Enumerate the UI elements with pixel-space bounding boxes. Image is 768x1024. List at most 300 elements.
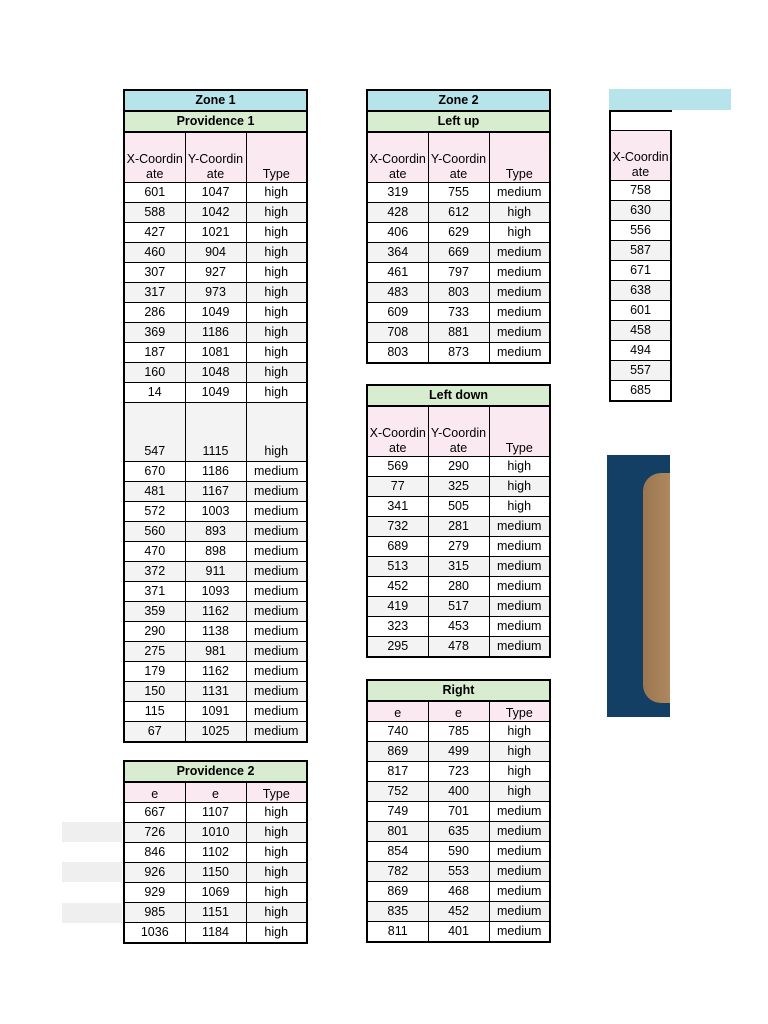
table-cell: 286 — [124, 303, 185, 323]
table-cell: medium — [246, 602, 307, 622]
table-cell: medium — [489, 597, 550, 617]
table-cell: 470 — [124, 542, 185, 562]
table-row — [124, 502, 307, 522]
table-cell: 752 — [367, 782, 428, 802]
table-row — [610, 221, 671, 241]
table-row — [124, 323, 307, 343]
table-cell: 911 — [185, 562, 246, 582]
table-row — [367, 517, 550, 537]
table-cell: high — [489, 722, 550, 742]
table-cell: high — [246, 863, 307, 883]
table-row — [610, 241, 671, 261]
table-row — [367, 323, 550, 343]
column-header: Type — [489, 406, 550, 457]
table-row — [367, 537, 550, 557]
table-cell: medium — [246, 502, 307, 522]
table-cell: 803 — [428, 283, 489, 303]
table-cell: high — [246, 923, 307, 944]
table-cell: medium — [246, 702, 307, 722]
table-cell: 315 — [428, 557, 489, 577]
table-cell: 985 — [124, 903, 185, 923]
gray-row-marker — [62, 903, 122, 923]
table-cell: high — [246, 323, 307, 343]
table-row — [124, 522, 307, 542]
table-row — [124, 582, 307, 602]
table-cell: 1186 — [185, 323, 246, 343]
table-row — [367, 183, 550, 203]
column-header: X-Coordinate — [610, 131, 671, 181]
table-cell: 785 — [428, 722, 489, 742]
zone2-right-table — [366, 679, 551, 943]
table-row — [124, 602, 307, 622]
table-cell: 873 — [428, 343, 489, 364]
table-row — [124, 803, 307, 823]
section-title: Left up — [367, 111, 550, 132]
table-cell: 290 — [124, 622, 185, 642]
table-cell: medium — [246, 622, 307, 642]
table-cell: medium — [489, 822, 550, 842]
table-cell: 1162 — [185, 662, 246, 682]
table-row — [124, 642, 307, 662]
zone1-providence2-table — [123, 760, 308, 944]
table-cell: medium — [246, 482, 307, 502]
table-cell: medium — [489, 617, 550, 637]
table-cell: 929 — [124, 883, 185, 903]
table-cell: 898 — [185, 542, 246, 562]
table-row — [367, 343, 550, 364]
table-cell: 1093 — [185, 582, 246, 602]
table-cell: 290 — [428, 457, 489, 477]
table-cell: high — [246, 343, 307, 363]
table-cell: medium — [489, 557, 550, 577]
table-cell: 1069 — [185, 883, 246, 903]
table-cell: high — [246, 383, 307, 403]
table-row — [367, 303, 550, 323]
table-cell: medium — [489, 183, 550, 203]
table-row — [124, 403, 307, 462]
table-cell: high — [246, 843, 307, 863]
table-cell: 115 — [124, 702, 185, 722]
table-row — [367, 882, 550, 902]
table-cell: 1131 — [185, 682, 246, 702]
table-cell: 319 — [367, 183, 428, 203]
table-row — [367, 243, 550, 263]
table-cell: 1091 — [185, 702, 246, 722]
table-cell: 453 — [428, 617, 489, 637]
table-cell: 400 — [428, 782, 489, 802]
table-cell: medium — [246, 682, 307, 702]
table-cell: 755 — [428, 183, 489, 203]
table-row — [124, 283, 307, 303]
column-header: Type — [489, 132, 550, 183]
table-cell: 556 — [610, 221, 671, 241]
table-row — [124, 203, 307, 223]
table-cell: 67 — [124, 722, 185, 743]
table-row — [610, 321, 671, 341]
table-cell: 927 — [185, 263, 246, 283]
table-cell: 590 — [428, 842, 489, 862]
table-cell: 893 — [185, 522, 246, 542]
table-cell: high — [489, 203, 550, 223]
table-row — [367, 782, 550, 802]
table-cell: medium — [489, 802, 550, 822]
column-header: X-Coordinate — [367, 406, 428, 457]
table-cell: 281 — [428, 517, 489, 537]
zone2-left-down-table — [366, 384, 551, 658]
table-cell: 452 — [367, 577, 428, 597]
table-cell: medium — [489, 243, 550, 263]
column-header: e — [185, 782, 246, 803]
table-cell: 1150 — [185, 863, 246, 883]
table-row — [610, 181, 671, 201]
table-cell: 369 — [124, 323, 185, 343]
table-row — [610, 301, 671, 321]
table-cell: 77 — [367, 477, 428, 497]
table-cell: medium — [246, 662, 307, 682]
table-cell: 701 — [428, 802, 489, 822]
table-cell: 1036 — [124, 923, 185, 944]
table-cell: medium — [489, 323, 550, 343]
table-cell: 1042 — [185, 203, 246, 223]
table-cell: 1186 — [185, 462, 246, 482]
wood-plank-image — [643, 473, 670, 703]
table-row — [367, 577, 550, 597]
table-row — [610, 381, 671, 402]
table-cell: 341 — [367, 497, 428, 517]
table-cell: high — [246, 363, 307, 383]
table-cell: 1049 — [185, 303, 246, 323]
table-cell: 179 — [124, 662, 185, 682]
table-cell: 569 — [367, 457, 428, 477]
table-row — [367, 223, 550, 243]
table-row — [367, 902, 550, 922]
table-cell: 427 — [124, 223, 185, 243]
zone1-providence1-table — [123, 89, 308, 743]
table-cell: medium — [489, 922, 550, 943]
table-cell: 458 — [610, 321, 671, 341]
table-cell: 1138 — [185, 622, 246, 642]
table-cell: 406 — [367, 223, 428, 243]
table-row — [124, 863, 307, 883]
table-cell: 803 — [367, 343, 428, 364]
table-cell: medium — [489, 303, 550, 323]
table-cell: 499 — [428, 742, 489, 762]
table-cell: 1107 — [185, 803, 246, 823]
table-cell: 1167 — [185, 482, 246, 502]
table-row — [367, 637, 550, 658]
table-cell: medium — [489, 902, 550, 922]
zone2-left-up-table — [366, 89, 551, 364]
table-cell: medium — [489, 882, 550, 902]
table-cell: high — [246, 203, 307, 223]
table-cell: high — [489, 223, 550, 243]
table-cell: medium — [489, 862, 550, 882]
table-row — [610, 281, 671, 301]
table-cell: 468 — [428, 882, 489, 902]
table-cell: high — [246, 803, 307, 823]
table-cell: high — [246, 823, 307, 843]
table-row — [124, 383, 307, 403]
table-row — [124, 722, 307, 743]
table-cell: medium — [489, 637, 550, 658]
table-cell: medium — [489, 842, 550, 862]
table-row — [124, 462, 307, 482]
table-cell: high — [246, 283, 307, 303]
table-cell: high — [246, 223, 307, 243]
table-cell: 669 — [428, 243, 489, 263]
table-cell: 854 — [367, 842, 428, 862]
table-cell: 505 — [428, 497, 489, 517]
table-cell: 797 — [428, 263, 489, 283]
table-cell: 749 — [367, 802, 428, 822]
table-row — [124, 562, 307, 582]
table-cell: 481 — [124, 482, 185, 502]
table-cell: high — [246, 243, 307, 263]
table-cell: 601 — [124, 183, 185, 203]
table-row — [124, 183, 307, 203]
table-row — [367, 477, 550, 497]
table-row — [124, 223, 307, 243]
table-cell: 572 — [124, 502, 185, 522]
table-cell: medium — [246, 542, 307, 562]
column-header: X-Coordinate — [124, 132, 185, 183]
table-cell: 295 — [367, 637, 428, 658]
zone3-table — [609, 130, 672, 402]
table-cell: 150 — [124, 682, 185, 702]
table-cell: 1049 — [185, 383, 246, 403]
table-cell: 869 — [367, 882, 428, 902]
table-cell: medium — [246, 722, 307, 743]
table-row — [124, 923, 307, 944]
table-cell: 160 — [124, 363, 185, 383]
table-cell: high — [246, 883, 307, 903]
table-cell: medium — [246, 522, 307, 542]
table-cell: 740 — [367, 722, 428, 742]
table-cell: 612 — [428, 203, 489, 223]
table-row — [124, 243, 307, 263]
table-cell: medium — [489, 537, 550, 557]
wood-plank-photo — [607, 455, 670, 717]
column-header: e — [428, 701, 489, 722]
table-cell: 419 — [367, 597, 428, 617]
table-cell: 460 — [124, 243, 185, 263]
table-cell: 587 — [610, 241, 671, 261]
table-cell: 811 — [367, 922, 428, 943]
table-cell: medium — [489, 283, 550, 303]
table-cell: 547 — [124, 403, 185, 462]
column-header: e — [124, 782, 185, 803]
table-row — [367, 722, 550, 742]
gray-row-marker — [62, 862, 122, 882]
table-cell: 817 — [367, 762, 428, 782]
table-row — [367, 457, 550, 477]
table-row — [367, 762, 550, 782]
table-row — [124, 363, 307, 383]
table-cell: high — [489, 782, 550, 802]
table-cell: high — [489, 497, 550, 517]
table-cell: 1047 — [185, 183, 246, 203]
table-row — [367, 597, 550, 617]
table-cell: high — [246, 903, 307, 923]
table-cell: 1184 — [185, 923, 246, 944]
table-cell: 279 — [428, 537, 489, 557]
table-cell: 1048 — [185, 363, 246, 383]
table-cell: high — [489, 457, 550, 477]
table-cell: 1025 — [185, 722, 246, 743]
table-row — [610, 341, 671, 361]
table-row — [367, 617, 550, 637]
table-row — [124, 702, 307, 722]
table-row — [124, 542, 307, 562]
section-title: Providence 1 — [124, 111, 307, 132]
table-cell: 671 — [610, 261, 671, 281]
gray-row-marker — [62, 822, 122, 842]
table-cell: medium — [489, 517, 550, 537]
table-cell: 513 — [367, 557, 428, 577]
zone-title: Zone 2 — [367, 90, 550, 111]
table-row — [124, 903, 307, 923]
table-row — [124, 843, 307, 863]
table-cell: 275 — [124, 642, 185, 662]
zone3-subtitle-cell — [609, 110, 672, 132]
table-cell: high — [489, 477, 550, 497]
table-row — [367, 283, 550, 303]
table-cell: 1081 — [185, 343, 246, 363]
table-cell: 494 — [610, 341, 671, 361]
table-cell: high — [246, 403, 307, 462]
table-cell: 904 — [185, 243, 246, 263]
table-cell: 1010 — [185, 823, 246, 843]
table-cell: 1003 — [185, 502, 246, 522]
table-cell: high — [246, 263, 307, 283]
table-cell: 609 — [367, 303, 428, 323]
table-row — [610, 361, 671, 381]
table-row — [367, 203, 550, 223]
table-cell: 483 — [367, 283, 428, 303]
table-cell: 461 — [367, 263, 428, 283]
section-title: Providence 2 — [124, 761, 307, 782]
table-cell: 557 — [610, 361, 671, 381]
table-cell: 1102 — [185, 843, 246, 863]
column-header: Y-Coordinate — [428, 132, 489, 183]
table-cell: 726 — [124, 823, 185, 843]
table-cell: 359 — [124, 602, 185, 622]
table-cell: 1021 — [185, 223, 246, 243]
table-cell: 846 — [124, 843, 185, 863]
table-cell: 926 — [124, 863, 185, 883]
table-cell: 670 — [124, 462, 185, 482]
table-cell: 372 — [124, 562, 185, 582]
table-cell: 560 — [124, 522, 185, 542]
table-cell: 708 — [367, 323, 428, 343]
table-cell: 638 — [610, 281, 671, 301]
table-row — [367, 263, 550, 283]
table-cell: 630 — [610, 201, 671, 221]
table-cell: 1162 — [185, 602, 246, 622]
table-cell: medium — [246, 562, 307, 582]
column-header: X-Coordinate — [367, 132, 428, 183]
table-cell: 1151 — [185, 903, 246, 923]
table-cell: 629 — [428, 223, 489, 243]
table-cell: 782 — [367, 862, 428, 882]
table-cell: 325 — [428, 477, 489, 497]
table-cell: 601 — [610, 301, 671, 321]
table-cell: 428 — [367, 203, 428, 223]
section-title: Right — [367, 680, 550, 701]
table-row — [367, 862, 550, 882]
table-cell: 364 — [367, 243, 428, 263]
table-cell: 401 — [428, 922, 489, 943]
table-cell: medium — [489, 343, 550, 364]
section-title: Left down — [367, 385, 550, 406]
table-cell: high — [246, 183, 307, 203]
column-header: Type — [246, 782, 307, 803]
zone3-title-bar — [609, 89, 731, 110]
table-row — [124, 622, 307, 642]
table-cell: 1115 — [185, 403, 246, 462]
table-cell: 371 — [124, 582, 185, 602]
column-header: e — [367, 701, 428, 722]
table-cell: 280 — [428, 577, 489, 597]
table-row — [367, 922, 550, 943]
table-cell: 685 — [610, 381, 671, 402]
table-cell: 478 — [428, 637, 489, 658]
table-row — [124, 823, 307, 843]
table-cell: 553 — [428, 862, 489, 882]
table-row — [367, 557, 550, 577]
table-cell: high — [246, 303, 307, 323]
table-row — [124, 343, 307, 363]
table-cell: 732 — [367, 517, 428, 537]
table-cell: 187 — [124, 343, 185, 363]
table-cell: 758 — [610, 181, 671, 201]
table-row — [367, 842, 550, 862]
table-cell: medium — [246, 642, 307, 662]
table-cell: medium — [489, 577, 550, 597]
table-cell: 869 — [367, 742, 428, 762]
table-cell: 317 — [124, 283, 185, 303]
table-row — [124, 482, 307, 502]
table-row — [124, 662, 307, 682]
table-cell: 588 — [124, 203, 185, 223]
table-row — [367, 497, 550, 517]
table-cell: 307 — [124, 263, 185, 283]
table-row — [124, 303, 307, 323]
table-cell: 452 — [428, 902, 489, 922]
column-header: Type — [489, 701, 550, 722]
table-cell: medium — [489, 263, 550, 283]
zone-title: Zone 1 — [124, 90, 307, 111]
table-cell: 323 — [367, 617, 428, 637]
column-header: Y-Coordinate — [428, 406, 489, 457]
table-cell: 981 — [185, 642, 246, 662]
table-cell: 723 — [428, 762, 489, 782]
table-cell: 835 — [367, 902, 428, 922]
table-row — [367, 802, 550, 822]
table-cell: 517 — [428, 597, 489, 617]
table-cell: 801 — [367, 822, 428, 842]
table-cell: 733 — [428, 303, 489, 323]
table-cell: 635 — [428, 822, 489, 842]
table-cell: 973 — [185, 283, 246, 303]
table-row — [124, 883, 307, 903]
table-row — [367, 822, 550, 842]
table-row — [124, 682, 307, 702]
table-cell: 667 — [124, 803, 185, 823]
table-cell: 689 — [367, 537, 428, 557]
table-cell: medium — [246, 582, 307, 602]
column-header: Type — [246, 132, 307, 183]
